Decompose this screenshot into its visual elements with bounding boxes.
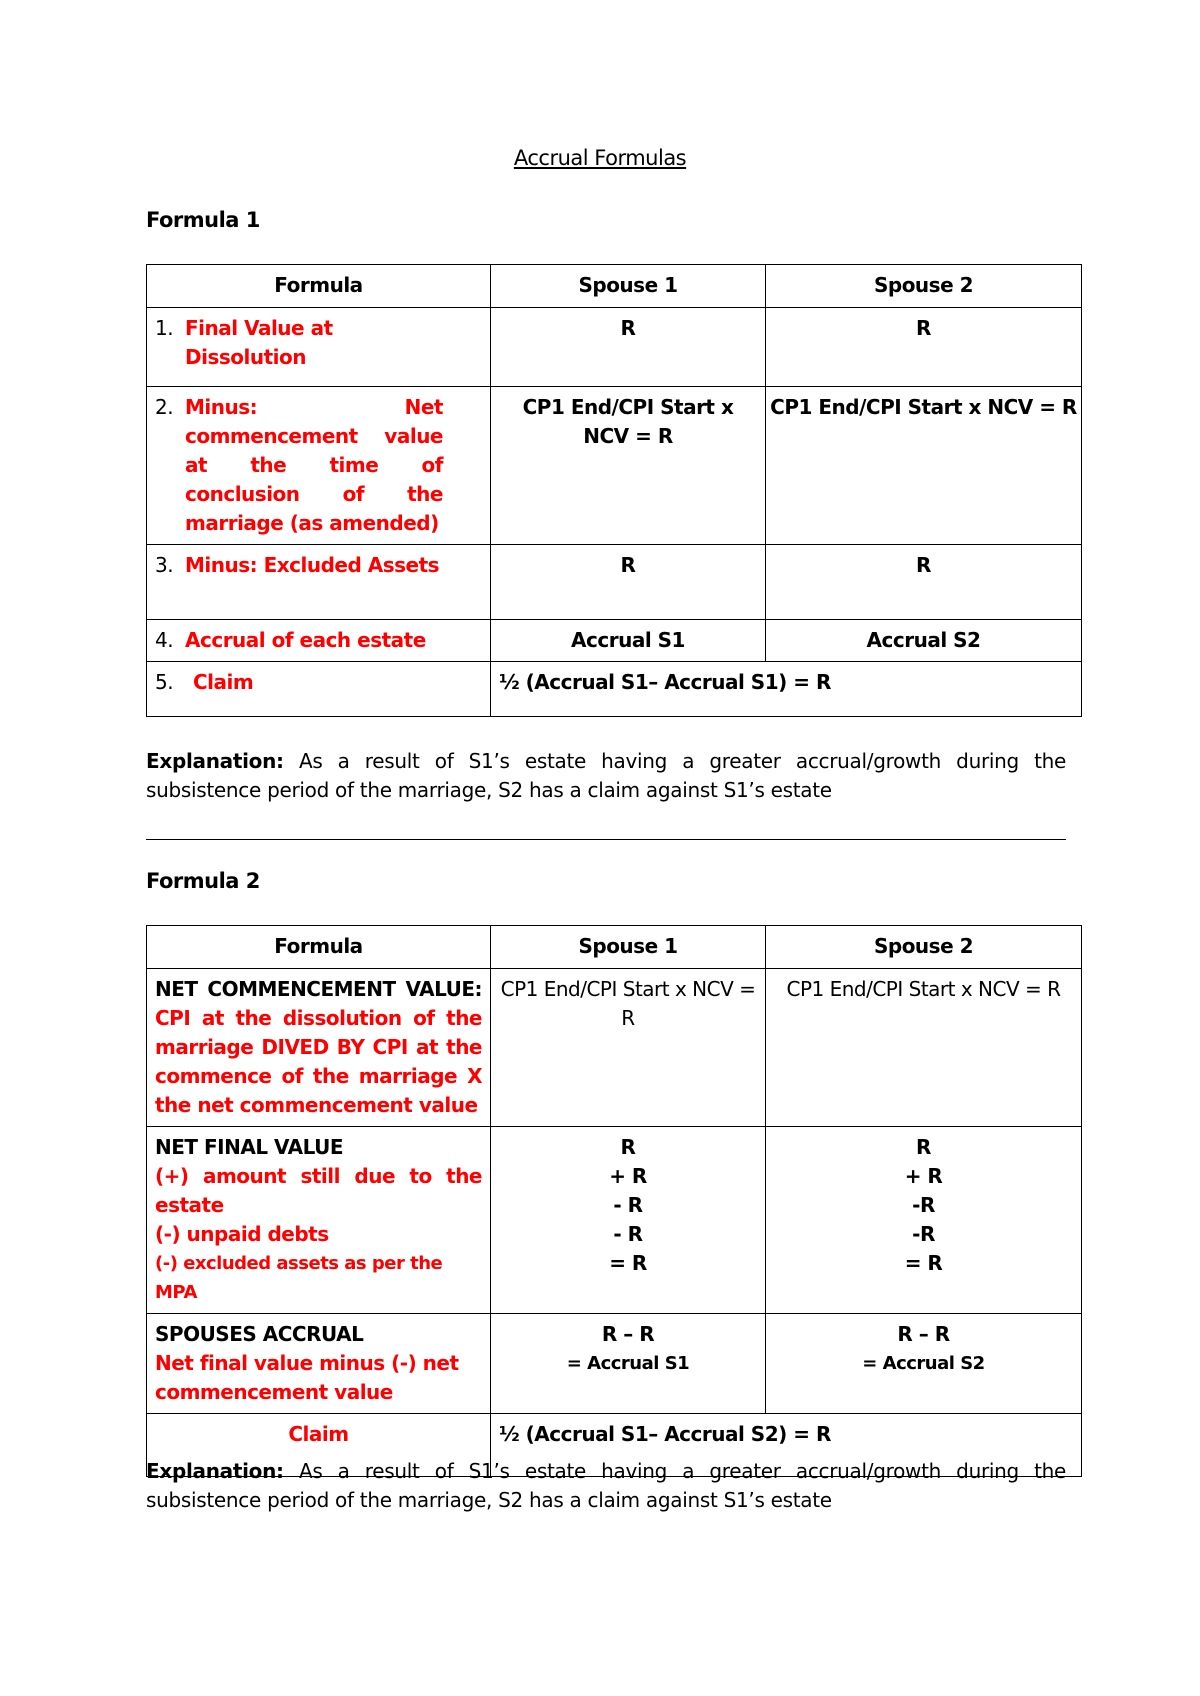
value-line: + R [904, 1164, 943, 1188]
nfv-line-due: (+) amount still due to the estate [155, 1164, 482, 1217]
spouse-1-value: R [491, 545, 766, 620]
value-line: R [620, 1135, 636, 1159]
ncv-label-detail: CPI at the dissolution of the marriage DIVED BY CPI at the commence of the marriage X the net commencement value [155, 1006, 482, 1117]
section-divider [146, 839, 1066, 840]
value-line: = R [609, 1251, 647, 1275]
value-line: - R [613, 1222, 643, 1246]
header-formula: Formula [147, 265, 491, 308]
value-line: -R [912, 1222, 935, 1246]
header-spouse-1: Spouse 1 [491, 265, 766, 308]
spouse-1-accrual [491, 1314, 766, 1414]
table-row-spouses-accrual [147, 1314, 1082, 1414]
value-line: -R [912, 1193, 935, 1217]
ncv-label [147, 969, 491, 1127]
ncv-label-main: NET COMMENCEMENT VALUE: [155, 977, 482, 1001]
spouse-2-accrual [766, 1314, 1082, 1414]
value-line: = Accrual S2 [862, 1353, 985, 1374]
table-row [147, 387, 1082, 545]
header-spouse-2: Spouse 2 [766, 926, 1082, 969]
spouse-2-value: R [766, 308, 1082, 387]
table-row-net-final-value [147, 1127, 1082, 1314]
table-row [147, 662, 1082, 717]
value-line: R – R [897, 1322, 950, 1346]
nfv-label [147, 1127, 491, 1314]
accrual-label-main: SPOUSES ACCRUAL [155, 1322, 364, 1346]
spouse-2-values [766, 1127, 1082, 1314]
formula-1-table [146, 264, 1082, 717]
header-formula: Formula [147, 926, 491, 969]
row-number: 4. [155, 628, 174, 652]
table-row [147, 620, 1082, 662]
nfv-line-debts: (-) unpaid debts [155, 1222, 329, 1246]
formula-2-table [146, 925, 1082, 1477]
table-row [147, 308, 1082, 387]
row-label: Claim [193, 670, 254, 694]
row-number: 1. [155, 316, 174, 340]
table-header-row [147, 926, 1082, 969]
section-heading-formula-2: Formula 2 [146, 869, 260, 893]
value-line: + R [609, 1164, 647, 1188]
accrual-label [147, 1314, 491, 1414]
claim-formula: ½ (Accrual S1– Accrual S2) = R [491, 1414, 1082, 1477]
claim-label: Claim [147, 1414, 491, 1477]
spouse-1-value: Accrual S1 [491, 620, 766, 662]
header-spouse-2: Spouse 2 [766, 265, 1082, 308]
page-title: Accrual Formulas [513, 146, 687, 170]
nfv-line-excluded: (-) excluded assets as per the MPA [155, 1253, 443, 1303]
spouse-2-value: R [766, 545, 1082, 620]
spouse-2-value: CP1 End/CPI Start x NCV = R [766, 387, 1082, 545]
table-row [147, 545, 1082, 620]
row-number: 3. [155, 553, 174, 577]
explanation-text: As a result of S1’s estate having a greater accrual/growth during the subsistence period of the marriage, S2 has a claim against S1’s estate [146, 1459, 1067, 1512]
row-label: Final Value at Dissolution [185, 316, 333, 369]
value-line: = Accrual S1 [566, 1353, 690, 1374]
explanation-1 [146, 747, 1066, 805]
row-number: 5. [155, 670, 174, 694]
value-line: - R [613, 1193, 643, 1217]
header-spouse-1: Spouse 1 [491, 926, 766, 969]
value-line: R – R [601, 1322, 655, 1346]
spouse-1-value: CP1 End/CPI Start x NCV = R [491, 969, 766, 1127]
explanation-2 [146, 1457, 1066, 1515]
section-heading-formula-1: Formula 1 [146, 208, 260, 232]
explanation-text: As a result of S1’s estate having a greater accrual/growth during the subsistence period of the marriage, S2 has a claim against S1’s estate [146, 749, 1067, 802]
spouse-2-value: CP1 End/CPI Start x NCV = R [766, 969, 1082, 1127]
value-line: = R [904, 1251, 943, 1275]
row-number: 2. [155, 395, 174, 419]
nfv-label-main: NET FINAL VALUE [155, 1135, 344, 1159]
row-label: Minus: Excluded Assets [185, 553, 440, 577]
table-row-net-commencement [147, 969, 1082, 1127]
explanation-label: Explanation: [146, 749, 284, 773]
row-label: Accrual of each estate [185, 628, 426, 652]
claim-formula: ½ (Accrual S1– Accrual S1) = R [491, 662, 1082, 717]
explanation-label: Explanation: [146, 1459, 284, 1483]
spouse-1-value: R [491, 308, 766, 387]
spouse-2-value: Accrual S2 [766, 620, 1082, 662]
value-line: R [916, 1135, 931, 1159]
spouse-1-value: CP1 End/CPI Start x NCV = R [491, 387, 766, 545]
row-label: Minus: Net commencement value at the time of conclusion of the marriage (as amended) [185, 395, 443, 535]
table-header-row [147, 265, 1082, 308]
accrual-label-sub: Net final value minus (-) net commencement value [155, 1351, 459, 1404]
spouse-1-values [491, 1127, 766, 1314]
